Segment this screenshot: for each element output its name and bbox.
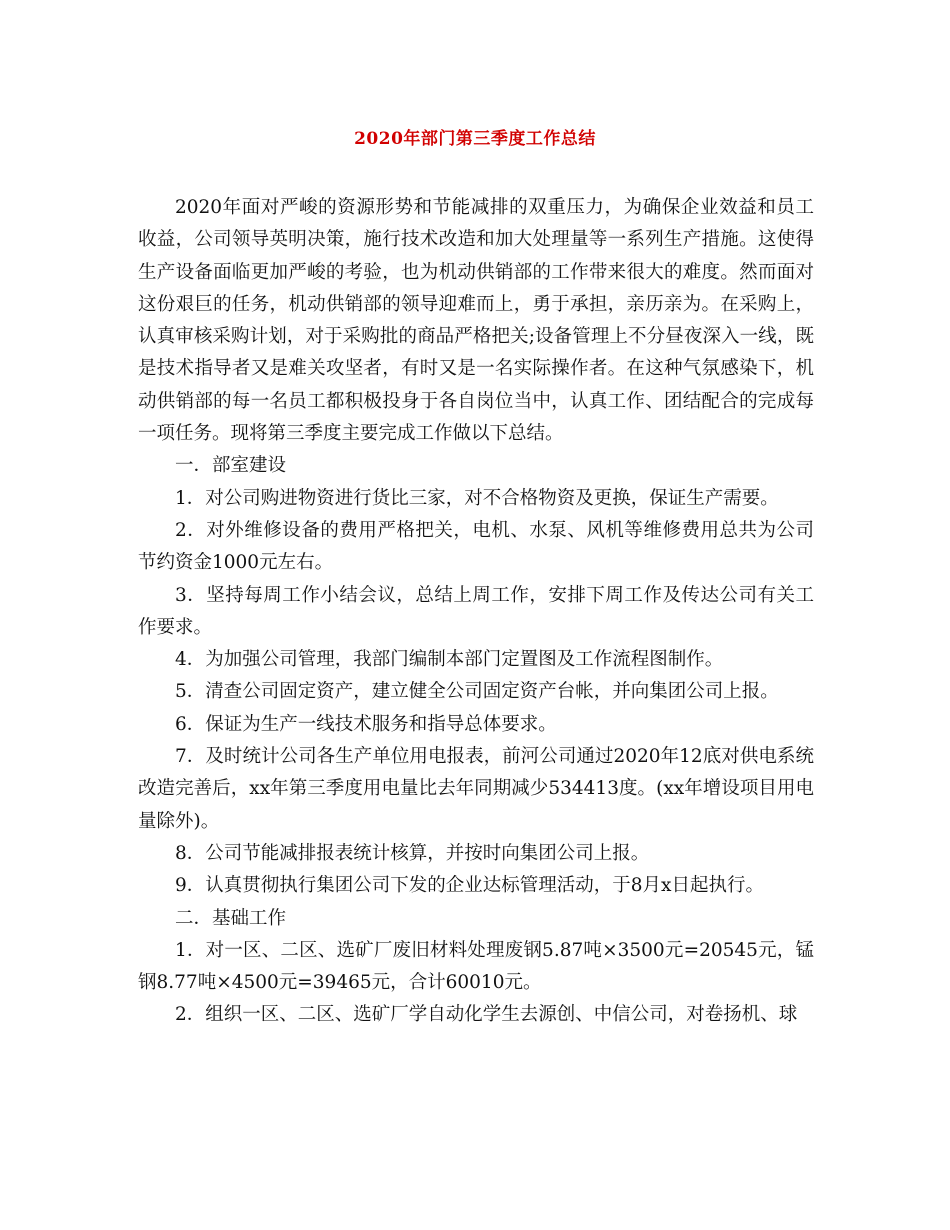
list-item: 4．为加强公司管理，我部门编制本部门定置图及工作流程图制作。 (175, 649, 724, 671)
list-item: 3．坚持每周工作小结会议，总结上周工作，安排下周工作及传达公司有关工作要求。 (138, 584, 814, 638)
list-item: 5．清查公司固定资产，建立健全公司固定资产台帐，并向集团公司上报。 (175, 681, 779, 703)
list-item: 2．组织一区、二区、选矿厂学自动化学生去源创、中信公司，对卷扬机、球 (175, 1004, 798, 1026)
list-item: 7．及时统计公司各生产单位用电报表，前河公司通过2020年12底对供电系统改造完善后，xx年第三季度用电量比去年同期减少534413度。(xx年增设项目用电量除外)。 (138, 746, 814, 832)
list-item: 6．保证为生产一线技术服务和指导总体要求。 (175, 713, 557, 735)
list-item: 2．对外维修设备的费用严格把关，电机、水泵、风机等维修费用总共为公司节约资金1000元左右。 (138, 519, 814, 574)
intro-paragraph: 2020年面对严峻的资源形势和节能减排的双重压力，为确保企业效益和员工收益，公司领导英明决策，施行技术改造和加大处理量等一系列生产措施。这使得生产设备面临更加严峻的考验，也为机动供销部的工作带来很大的难度。然而面对这份艰巨的任务，机动供销部的领导迎难而上，勇于承担，亲历亲为。在采购上，认真审核采购计划，对于采购批的商品严格把关;设备管理上不分昼夜深入一线，既是技术指导者又是难关攻坚者，有时又是一名实际操作者。在这种气氛感染下，机动供销部的每一名员工都积极投身于各自岗位当中，认真工作、团结配合的完成每一项任务。现将第三季度主要完成工作做以下总结。 (138, 197, 814, 445)
list-item: 1．对一区、二区、选矿厂废旧材料处理废钢5.87吨×3500元=20545元，锰钢8.77吨×4500元=39465元，合计60010元。 (138, 939, 814, 994)
document-title: 2020年部门第三季度工作总结 (354, 129, 596, 149)
document-body (138, 192, 814, 1032)
list-item: 1．对公司购进物资进行货比三家，对不合格物资及更换，保证生产需要。 (175, 487, 779, 509)
list-item: 9．认真贯彻执行集团公司下发的企业达标管理活动，于8月x日起执行。 (175, 875, 764, 897)
section-heading-basic-work: 二．基础工作 (175, 907, 287, 929)
section-heading-department-building: 一．部室建设 (175, 455, 287, 477)
list-item: 8．公司节能减排报表统计核算，并按时向集团公司上报。 (175, 842, 650, 864)
